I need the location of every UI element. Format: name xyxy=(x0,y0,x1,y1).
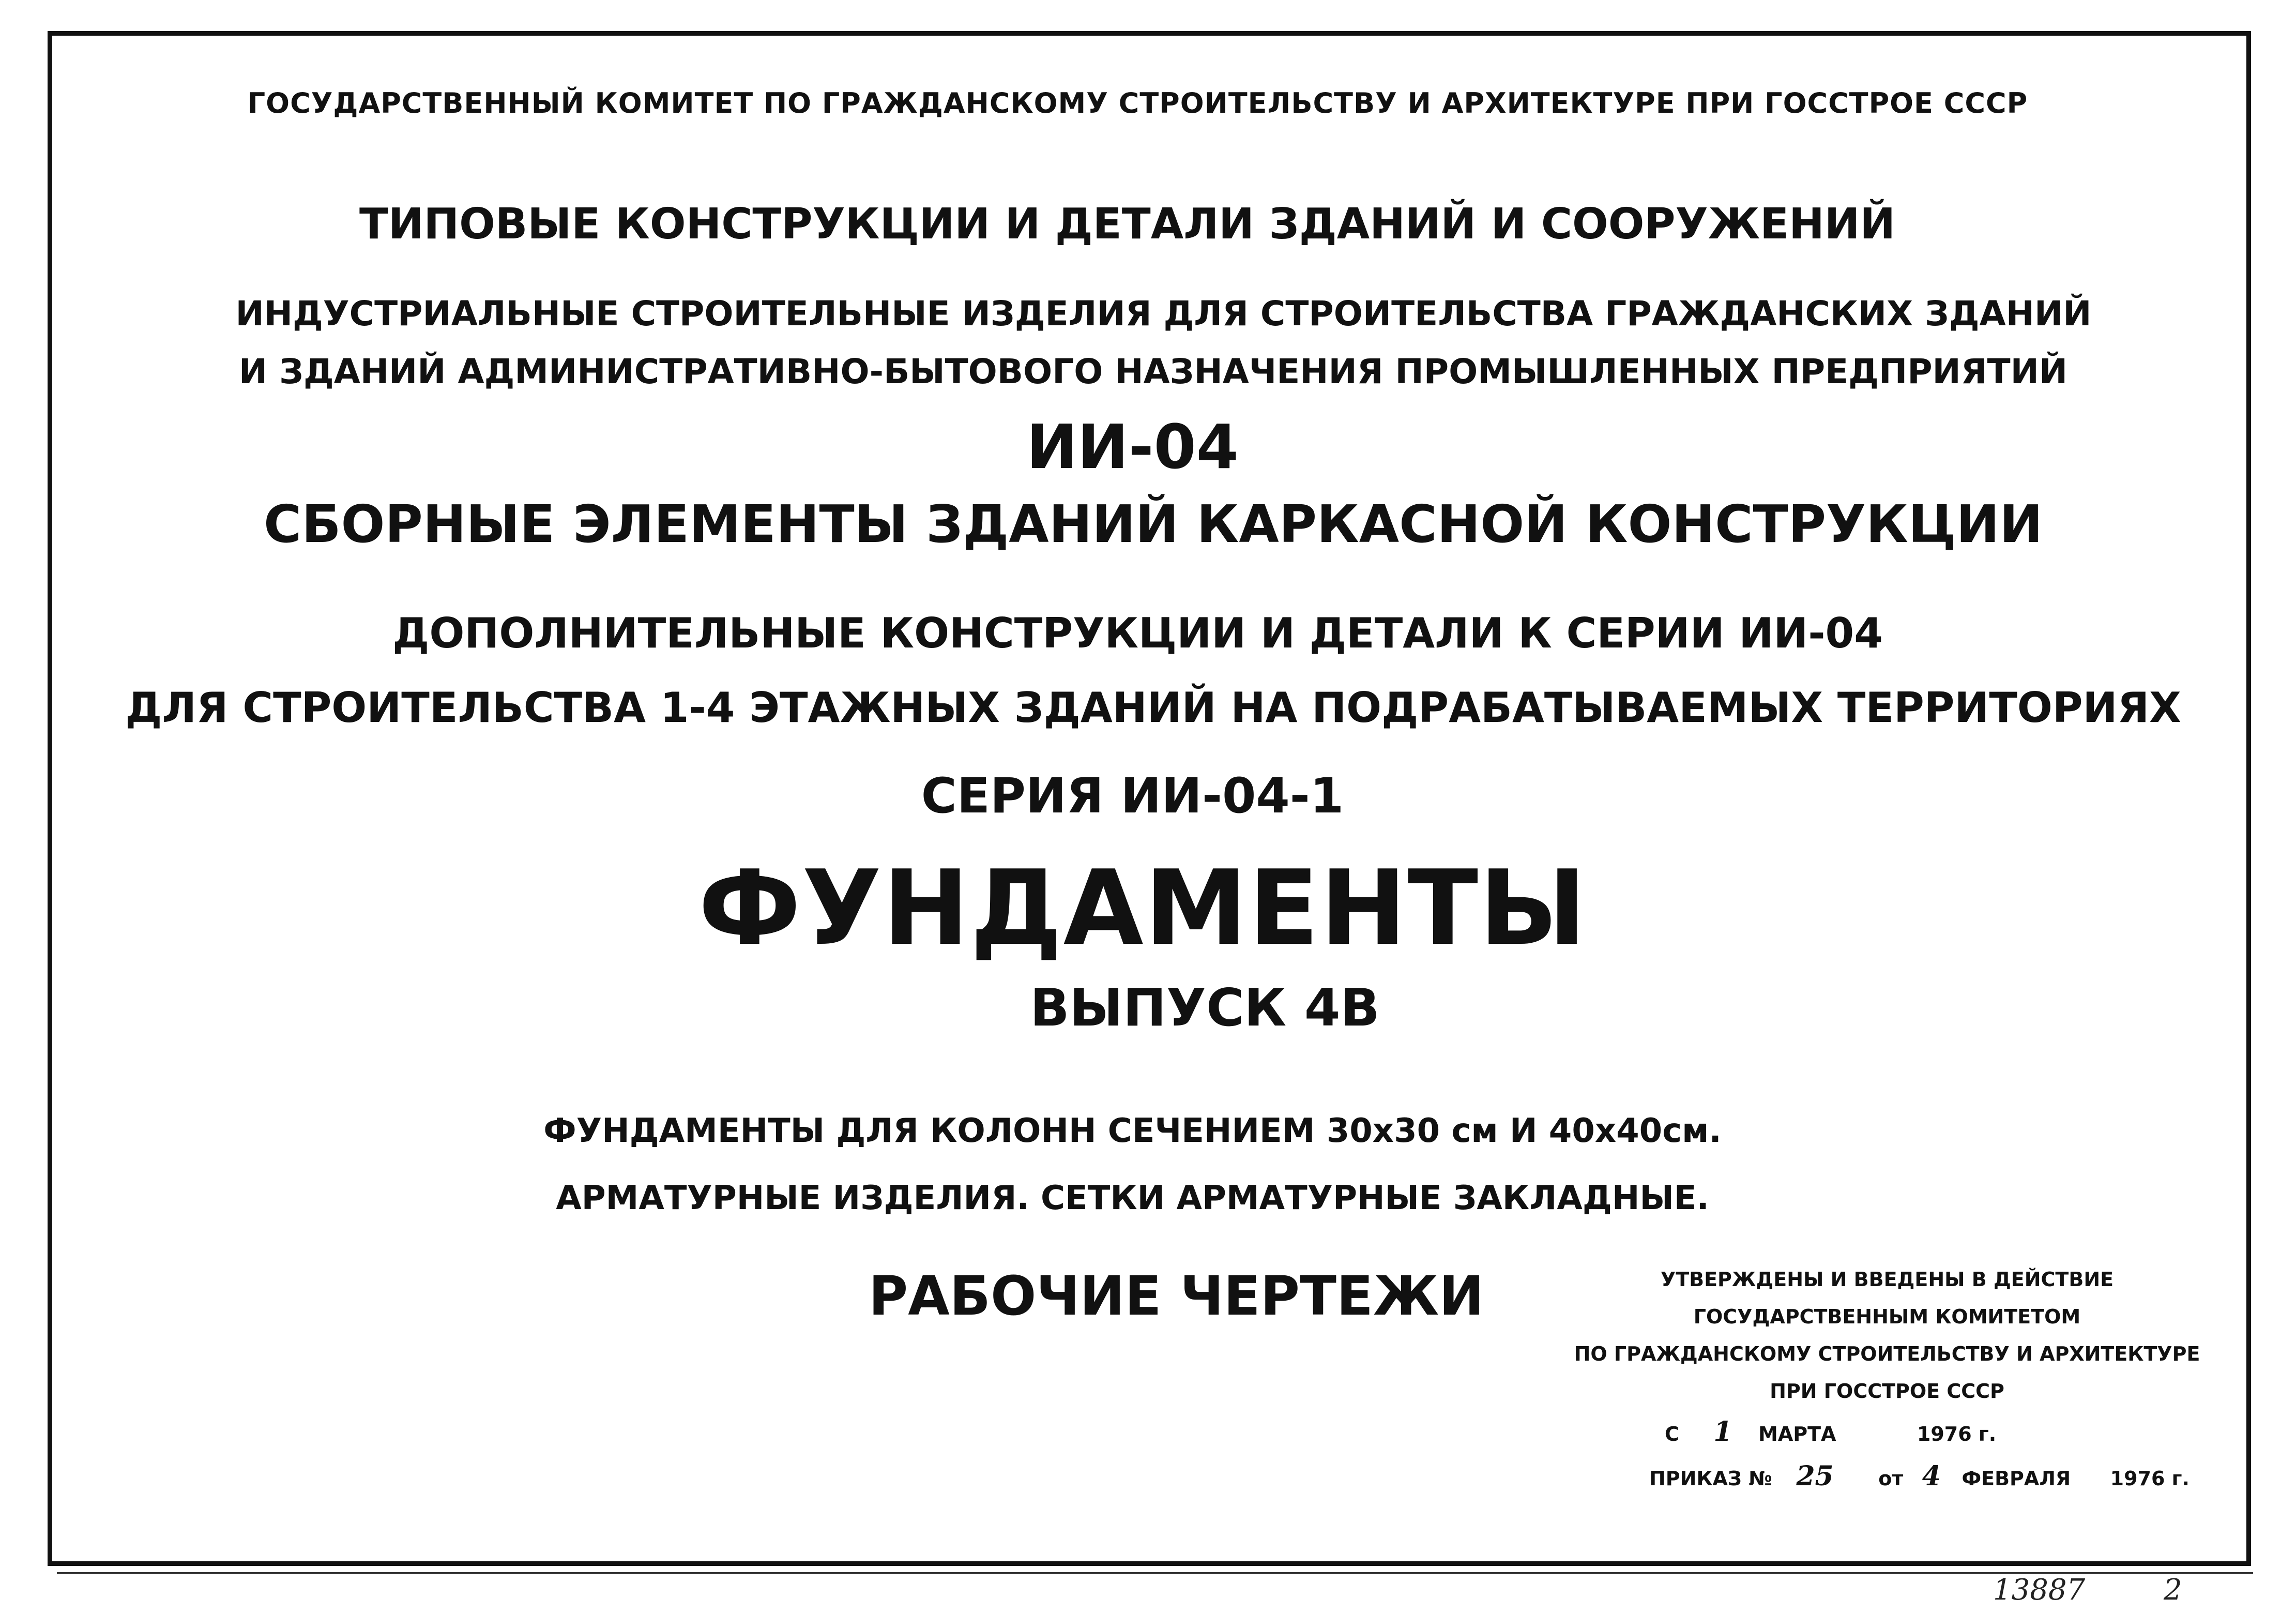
prefab-elements-title: СБОРНЫЕ ЭЛЕМЕНТЫ ЗДАНИЙ КАРКАСНОЙ КОНСТРУКЦИИ xyxy=(263,494,2043,554)
order-month: ФЕВРАЛЯ xyxy=(1962,1467,2071,1490)
order-day: 4 xyxy=(1922,1460,1941,1492)
approval-line-3: ПО ГРАЖДАНСКОМУ СТРОИТЕЛЬСТВУ И АРХИТЕКТУРЕ xyxy=(1574,1343,2200,1365)
additional-structures-line-1: ДОПОЛНИТЕЛЬНЫЕ КОНСТРУКЦИИ И ДЕТАЛИ К СЕРИИ ИИ-04 xyxy=(392,609,1883,657)
document-number: 13887 xyxy=(1993,1573,2086,1607)
approval-line-2: ГОСУДАРСТВЕННЫМ КОМИТЕТОМ xyxy=(1693,1305,2081,1328)
approval-line-4: ПРИ ГОССТРОЕ СССР xyxy=(1770,1380,2004,1403)
subseries-code: СЕРИЯ ИИ-04-1 xyxy=(921,768,1344,824)
order-from: от xyxy=(1878,1467,1904,1490)
committee-heading: ГОСУДАРСТВЕННЫЙ КОМИТЕТ ПО ГРАЖДАНСКОМУ СТРОИТЕЛЬСТВУ И АРХИТЕКТУРЕ ПРИ ГОССТРОЕ СССР xyxy=(247,87,2028,119)
additional-structures-line-2: ДЛЯ СТРОИТЕЛЬСТВА 1-4 ЭТАЖНЫХ ЗДАНИЙ НА ПОДРАБАТЫВАЕМЫХ ТЕРРИТОРИЯХ xyxy=(125,684,2181,732)
page-number: 2 xyxy=(2164,1573,2182,1607)
order-year: 1976 г. xyxy=(2110,1467,2189,1490)
issue-number: ВЫПУСК 4В xyxy=(1030,977,1380,1038)
date-day: 1 xyxy=(1713,1416,1732,1448)
date-prefix: С xyxy=(1665,1423,1679,1445)
industrial-products-line-1: ИНДУСТРИАЛЬНЫЕ СТРОИТЕЛЬНЫЕ ИЗДЕЛИЯ ДЛЯ СТРОИТЕЛЬСТВА ГРАЖДАНСКИХ ЗДАНИЙ xyxy=(235,294,2092,334)
description-line-1: ФУНДАМЕНТЫ ДЛЯ КОЛОНН СЕЧЕНИЕМ 30х30 см И 40х40см. xyxy=(543,1112,1722,1150)
approval-line-1: УТВЕРЖДЕНЫ И ВВЕДЕНЫ В ДЕЙСТВИЕ xyxy=(1660,1268,2114,1291)
date-month: МАРТА xyxy=(1758,1423,1836,1445)
series-code: ИИ-04 xyxy=(1026,411,1239,483)
description-line-2: АРМАТУРНЫЕ ИЗДЕЛИЯ. СЕТКИ АРМАТУРНЫЕ ЗАКЛАДНЫЕ. xyxy=(556,1179,1709,1217)
working-drawings-label: РАБОЧИЕ ЧЕРТЕЖИ xyxy=(869,1264,1484,1328)
document-title: ФУНДАМЕНТЫ xyxy=(698,848,1588,969)
date-year: 1976 г. xyxy=(1917,1423,1997,1445)
industrial-products-line-2: И ЗДАНИЙ АДМИНИСТРАТИВНО-БЫТОВОГО НАЗНАЧЕНИЯ ПРОМЫШЛЕННЫХ ПРЕДПРИЯТИЙ xyxy=(238,352,2068,391)
approval-effective-date xyxy=(1561,1416,2213,1448)
approval-order xyxy=(1561,1460,2213,1492)
approval-block xyxy=(1561,1270,2213,1508)
typical-structures-heading: ТИПОВЫЕ КОНСТРУКЦИИ И ДЕТАЛИ ЗДАНИЙ И СООРУЖЕНИЙ xyxy=(359,200,1896,249)
frame-bottom-rule xyxy=(57,1572,2253,1574)
order-number: 25 xyxy=(1796,1460,1834,1492)
order-prefix: ПРИКАЗ № xyxy=(1649,1467,1772,1490)
